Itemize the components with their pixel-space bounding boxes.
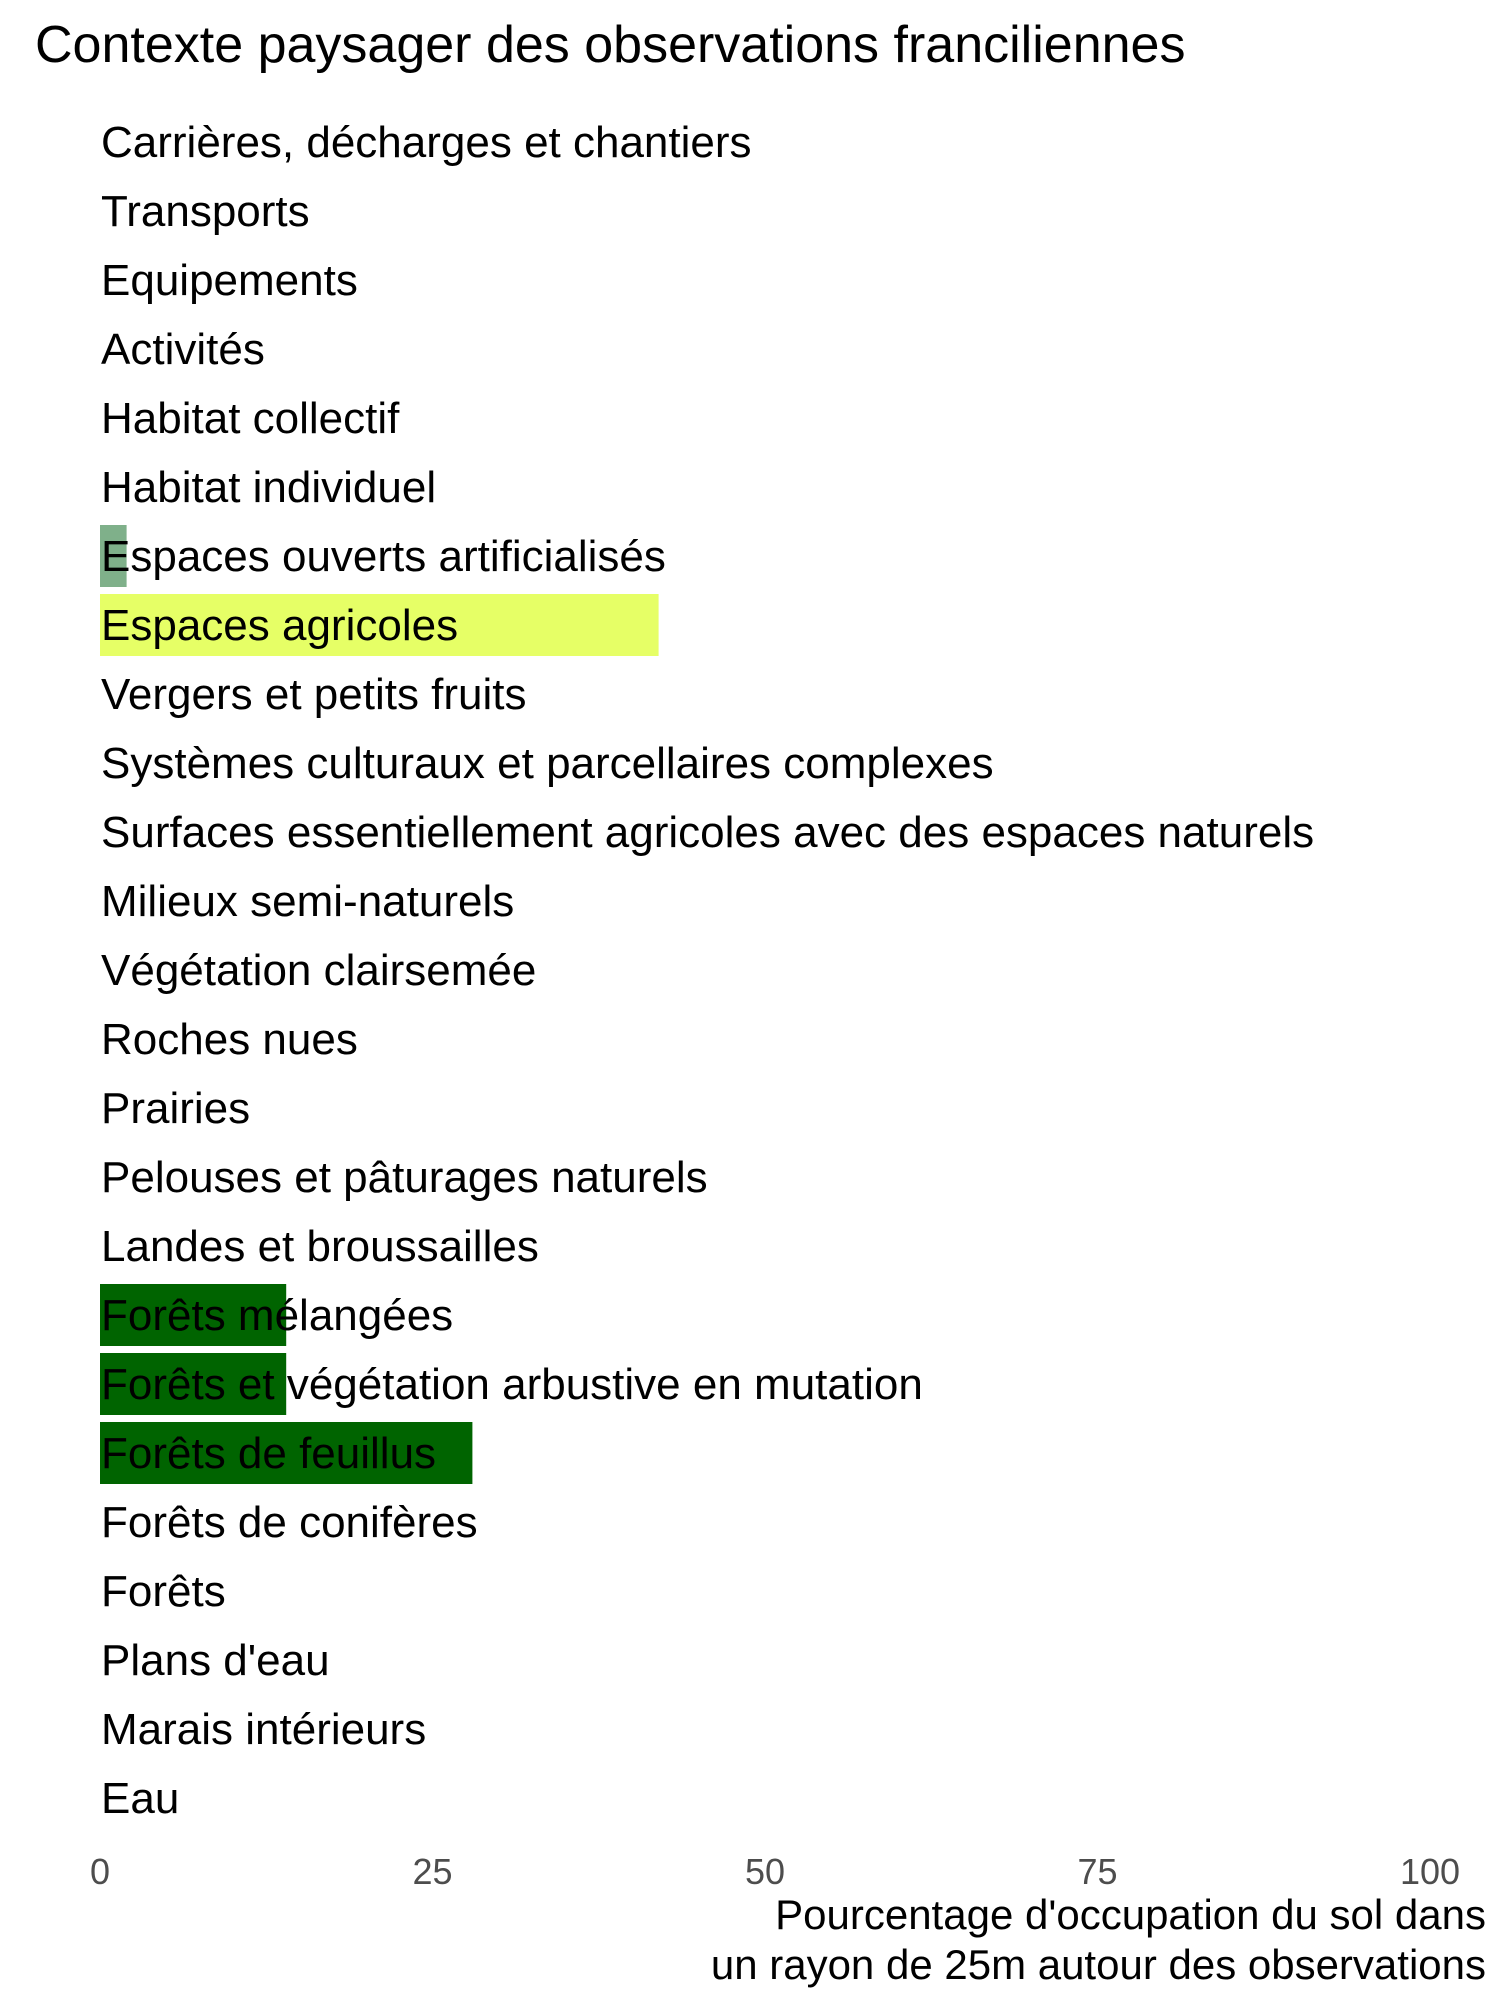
x-axis-ticks	[90, 1851, 1460, 1892]
x-tick-label-25: 25	[412, 1851, 453, 1892]
category-label-5: Habitat individuel	[101, 463, 437, 512]
x-axis-label	[711, 1890, 1486, 1990]
chart-title: Contexte paysager des observations franciliennes	[35, 16, 1186, 74]
category-label-13: Roches nues	[101, 1015, 358, 1064]
category-label-4: Habitat collectif	[101, 394, 400, 443]
x-tick-label-100: 100	[1399, 1851, 1461, 1892]
category-label-10: Surfaces essentiellement agricoles avec des espaces naturels	[101, 808, 1315, 857]
category-label-14: Prairies	[101, 1084, 251, 1133]
category-label-22: Plans d'eau	[101, 1636, 330, 1685]
category-label-17: Forêts mélangées	[101, 1291, 454, 1340]
category-labels	[101, 118, 1314, 1823]
x-axis-label-line-1: Pourcentage d'occupation du sol dans	[775, 1891, 1486, 1938]
category-label-21: Forêts	[101, 1567, 226, 1616]
category-label-11: Milieux semi-naturels	[101, 877, 515, 926]
x-axis-label-line-2: un rayon de 25m autour des observations	[710, 1941, 1486, 1988]
category-label-19: Forêts de feuillus	[101, 1429, 437, 1478]
bars-layer	[100, 525, 659, 1484]
category-label-20: Forêts de conifères	[101, 1498, 478, 1547]
category-label-8: Vergers et petits fruits	[101, 670, 527, 719]
category-label-16: Landes et broussailles	[101, 1222, 539, 1271]
category-label-1: Transports	[101, 187, 310, 236]
category-label-15: Pelouses et pâturages naturels	[101, 1153, 708, 1202]
x-tick-label-75: 75	[1077, 1851, 1118, 1892]
x-tick-label-0: 0	[89, 1851, 111, 1892]
category-label-9: Systèmes culturaux et parcellaires complexes	[101, 739, 994, 788]
category-label-0: Carrières, décharges et chantiers	[101, 118, 752, 167]
category-label-6: Espaces ouverts artificialisés	[101, 532, 666, 581]
category-label-24: Eau	[101, 1774, 180, 1823]
category-label-12: Végétation clairsemée	[101, 946, 537, 995]
category-label-18: Forêts et végétation arbustive en mutation	[101, 1360, 923, 1409]
category-label-3: Activités	[101, 325, 265, 374]
category-label-2: Equipements	[101, 256, 358, 305]
x-tick-label-50: 50	[744, 1851, 786, 1892]
category-label-23: Marais intérieurs	[101, 1705, 427, 1754]
category-label-7: Espaces agricoles	[101, 601, 459, 650]
